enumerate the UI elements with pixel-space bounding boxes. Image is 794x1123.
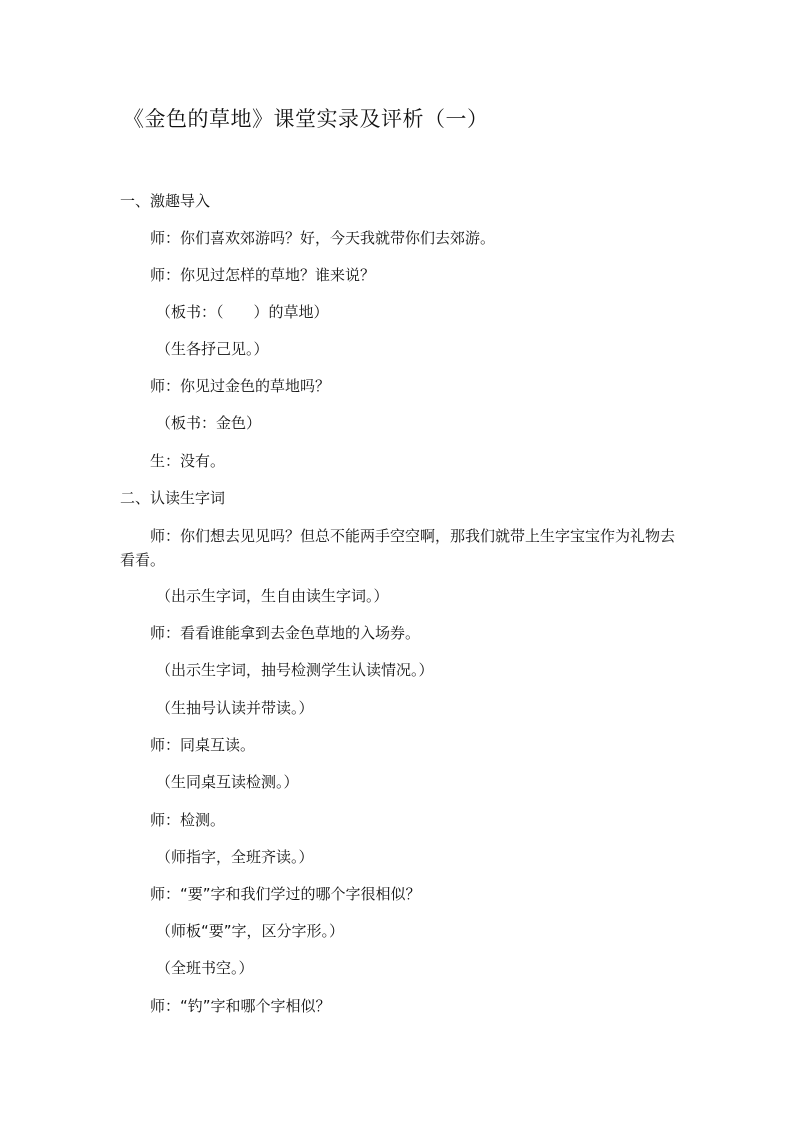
stage-direction: （生同桌互读检测。） [156,773,299,791]
stage-direction: （师指字，全班齐读。） [156,848,314,866]
stage-direction: （生抽号认读并带读。） [156,699,314,717]
stage-direction: （生各抒己见。） [156,340,269,358]
board-note: （板书：金色） [156,414,262,432]
dialogue-line: 师：看看谁能拿到去金色草地的入场券。 [150,624,421,642]
dialogue-line: 师：你们喜欢郊游吗？好，今天我就带你们去郊游。 [150,229,496,247]
section-heading-intro: 一、激趣导入 [120,192,211,210]
document-title: 《金色的草地》课堂实录及评析（一） [123,107,489,131]
section-heading-vocabulary: 二、认读生字词 [120,489,226,507]
dialogue-line: 师：同桌互读。 [150,736,256,754]
stage-direction: （师板“要”字，区分字形。） [156,922,345,940]
dialogue-line: 师：“要”字和我们学过的哪个字很相似？ [150,885,421,903]
dialogue-line: 师：检测。 [150,811,226,829]
stage-direction: （出示生字词，生自由读生字词。） [156,587,389,605]
stage-direction: （出示生字词，抽号检测学生认读情况。） [156,661,434,679]
dialogue-line: 生：没有。 [150,452,226,470]
dialogue-paragraph: 师：你们想去见见吗？但总不能两手空空啊，那我们就带上生字宝宝作为礼物去看看。 [120,527,676,569]
dialogue-line: 师：“钓”字和哪个字相似？ [150,997,331,1015]
dialogue-line: 师：你见过金色的草地吗？ [150,377,331,395]
stage-direction: （全班书空。） [156,959,254,977]
dialogue-line: 师：你见过怎样的草地？谁来说？ [150,266,376,284]
board-note: （板书：（ ）的草地） [156,303,329,321]
